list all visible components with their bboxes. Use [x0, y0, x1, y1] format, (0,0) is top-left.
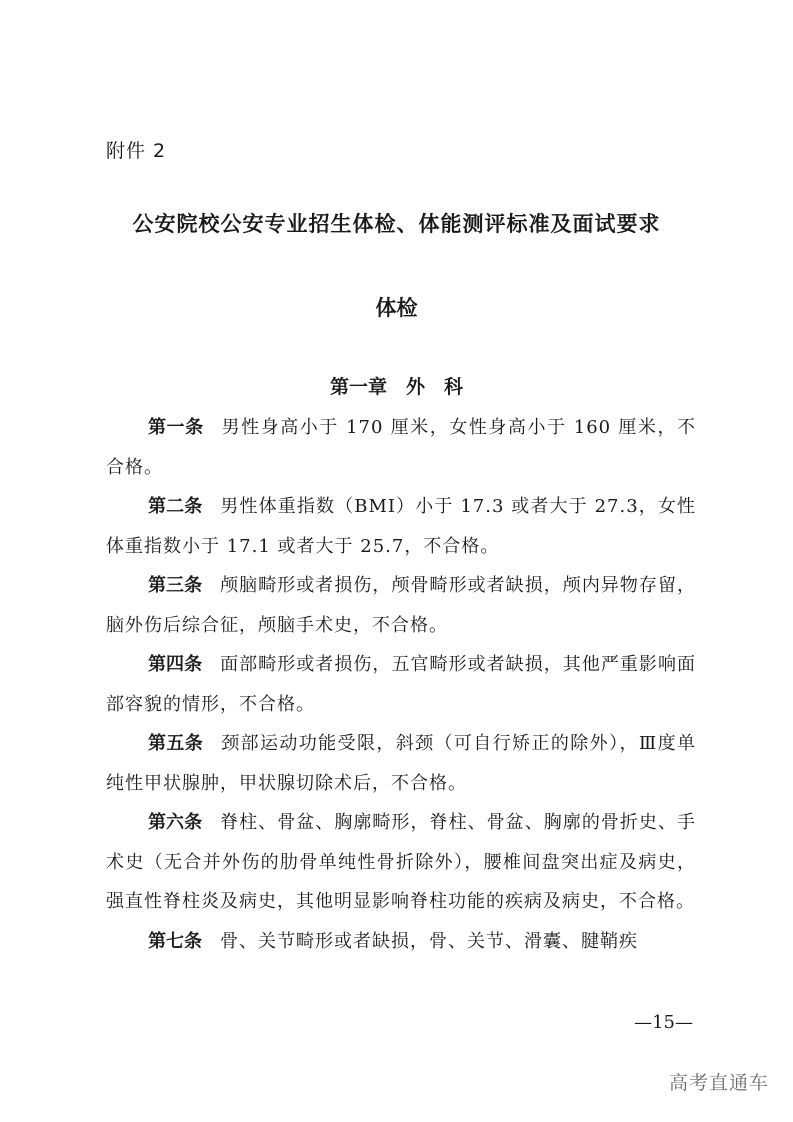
- article-label: 第三条: [148, 575, 203, 596]
- article-text: 颈部运动功能受限，斜颈（可自行矫正的除外），Ⅲ度单纯性甲状腺肿，甲状腺切除术后，不合格。: [106, 733, 697, 794]
- article-4: [106, 645, 696, 724]
- page-number: —15—: [634, 1012, 693, 1033]
- document-title: 公安院校公安专业招生体检、体能测评标准及面试要求: [132, 212, 661, 236]
- article-text: 颅脑畸形或者损伤，颅骨畸形或者缺损，颅内异物存留，脑外伤后综合征，颅脑手术史，不合格。: [106, 575, 697, 636]
- article-text: 男性体重指数（BMI）小于 17.3 或者大于 27.3，女性体重指数小于 17.1 或者大于 25.7，不合格。: [106, 496, 697, 557]
- article-text: 男性身高小于 170 厘米，女性身高小于 160 厘米，不合格。: [106, 417, 696, 478]
- section-title: 体检: [375, 296, 418, 320]
- watermark-text: 高考直通车: [668, 1072, 769, 1094]
- article-3: [106, 566, 696, 645]
- article-label: 第二条: [148, 496, 203, 517]
- chapter-title: 第一章 外 科: [329, 376, 463, 398]
- article-label: 第一条: [148, 417, 204, 438]
- article-text: 面部畸形或者损伤，五官畸形或者缺损，其他严重影响面部容貌的情形，不合格。: [106, 654, 697, 715]
- article-5: [106, 724, 696, 803]
- attachment-label: 附件 2: [106, 140, 167, 162]
- article-2: [106, 487, 696, 566]
- article-6: [106, 803, 696, 922]
- article-text: 脊柱、骨盆、胸廓畸形，脊柱、骨盆、胸廓的骨折史、手术史（无合并外伤的肋骨单纯性骨折除外），腰椎间盘突出症及病史，强直性脊柱炎及病史，其他明显影响脊柱功能的疾病及病史，不合格。: [106, 812, 697, 912]
- article-label: 第五条: [148, 733, 204, 754]
- article-label: 第七条: [148, 930, 202, 952]
- article-list: [106, 408, 696, 961]
- article-text: 骨、关节畸形或者缺损，骨、关节、滑囊、腱鞘疾: [220, 930, 638, 952]
- article-1: [106, 408, 696, 487]
- article-7: [106, 922, 696, 962]
- article-label: 第六条: [148, 812, 203, 833]
- article-label: 第四条: [148, 654, 203, 675]
